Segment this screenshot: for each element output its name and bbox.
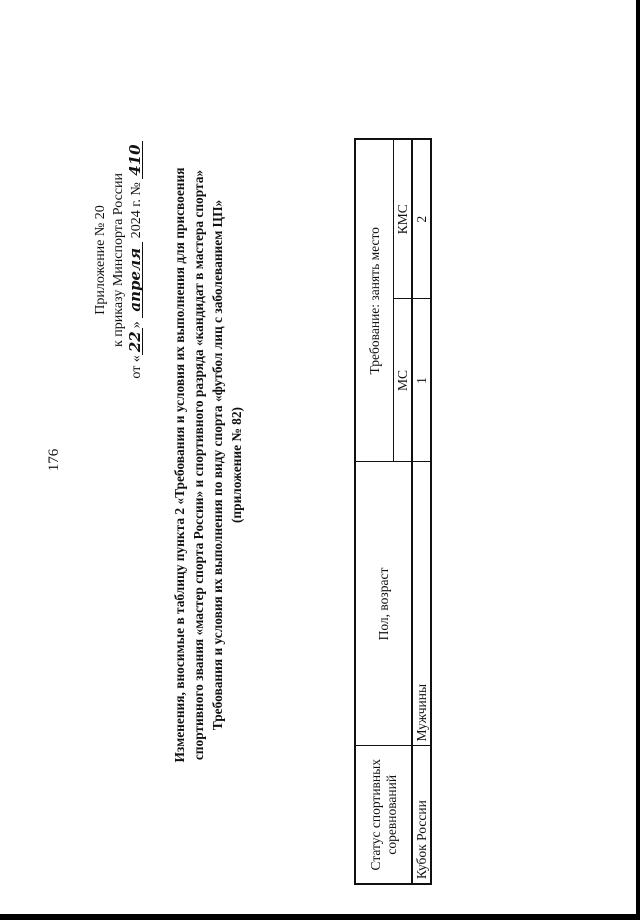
document-heading [170, 50, 246, 880]
appendix-date-line [128, 115, 146, 405]
appendix-order-ref: к приказу Минспорта России [111, 173, 126, 347]
date-prefix: от « [129, 355, 144, 379]
heading-line-1: Изменения, вносимые в таблицу пункта 2 «Требования и условия их выполнения для присвоения [172, 167, 187, 763]
requirements-table [354, 138, 432, 885]
subheader-ms: МС [394, 299, 413, 462]
heading-line-2: спортивного звания «мастер спорта России» и спортивного разряда «кандидат в мастера спорта» [191, 169, 206, 761]
header-requirement: Требование: занять место [355, 139, 394, 462]
cell-gender: Мужчины [412, 462, 431, 746]
header-gender-age: Пол, возраст [355, 462, 412, 746]
cell-status: Кубок России [412, 746, 431, 884]
table-header-row [355, 139, 394, 884]
cell-ms: 1 [412, 299, 431, 462]
scan-edge-bottom [0, 914, 640, 920]
handwritten-day: 22 [128, 328, 143, 355]
header-status: Статус спортивных соревнований [355, 746, 412, 884]
page-number: 176 [46, 448, 62, 472]
appendix-title: Приложение № 20 [93, 205, 108, 315]
table-row [412, 139, 431, 884]
heading-line-4: (приложение № 82) [229, 406, 244, 524]
handwritten-order-number: 410 [128, 141, 143, 178]
appendix-block [92, 115, 146, 405]
requirements-table-wrap [354, 140, 442, 885]
date-quote-close: » [129, 321, 144, 329]
cell-kms: 2 [412, 139, 431, 299]
year-text: 2024 г. № [129, 182, 144, 239]
rotated-page [30, 30, 610, 890]
subheader-kms: КМС [394, 139, 413, 299]
handwritten-month: апреля [128, 242, 143, 318]
scan-edge-right [636, 0, 640, 920]
heading-line-3: Требования и условия их выполнения по виду спорта «футбол лиц с заболеванием ЦП» [210, 199, 225, 731]
